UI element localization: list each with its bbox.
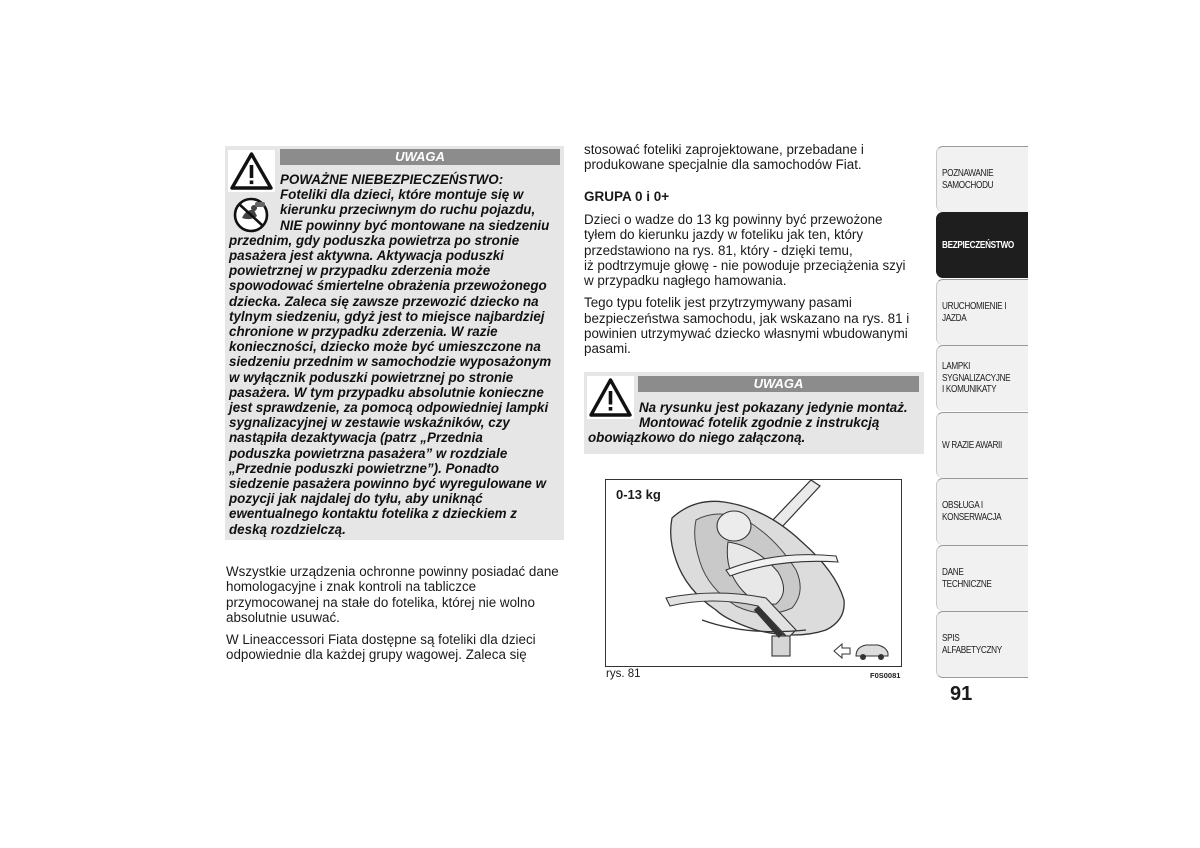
paragraph <box>226 564 566 625</box>
warning-line: „Przednie poduszki powietrzne”). Ponadto <box>229 460 500 476</box>
figure-rys-81 <box>605 479 902 667</box>
tab-label: POZNAWANIE SAMOCHODU <box>942 167 994 191</box>
warning-line: tylnym siedzeniu, gdyż jest to miejsce najbardziej <box>229 308 545 324</box>
tab-lampki-sygnalizacyjne[interactable] <box>936 345 1028 411</box>
warning-line: ewentualnego kontaktu fotelika z dzieckiem z <box>229 506 517 522</box>
warning-line: konieczności, dziecko może być umieszczone na <box>229 339 541 355</box>
paragraph <box>226 632 566 663</box>
warning-line: nastąpiła dezaktywacja (patrz „Przednia <box>229 430 483 446</box>
text-line: w przypadku nagłego hamowania. <box>584 273 787 289</box>
tab-label: SPIS ALFABETYCZNY <box>942 632 1002 656</box>
warning-line: obowiązkowo do niego załączoną. <box>588 430 806 446</box>
text-line: przymocowanej na stałe do fotelika, której nie wolno <box>226 594 535 610</box>
tab-obsluga-i-konserwacja[interactable] <box>936 478 1028 545</box>
warning-line: Montować fotelik zgodnie z instrukcją <box>639 415 880 431</box>
warning-line: pasażera. W tym przypadku absolutnie konieczne <box>229 384 544 400</box>
car-direction-icon <box>830 639 892 663</box>
right-column-text-top <box>584 142 924 180</box>
tab-label: BEZPIECZEŃSTWO <box>942 239 1014 251</box>
warning-line: siedzenie pasażera powinno być wyregulowane w <box>229 476 547 492</box>
warning-line: NIE powinny być montowane na siedzeniu <box>280 217 550 233</box>
text-line: homologacyjne i znak kontroli na tabliczce <box>226 579 477 595</box>
warning-text-left <box>229 172 564 537</box>
paragraph <box>584 212 924 288</box>
warning-line: kierunku przeciwnym do ruchu pojazdu, <box>280 202 536 218</box>
figure-code: F0S0081 <box>870 671 901 680</box>
tab-label: LAMPKI SYGNALIZACYJNE I KOMUNIKATY <box>942 361 1011 396</box>
figure-weight-label: 0-13 kg <box>616 487 661 502</box>
text-line: Dzieci o wadze do 13 kg powinny być przewożone <box>584 212 883 227</box>
warning-line: dziecka. Zaleca się zawsze przewozić dziecko na <box>229 293 539 309</box>
text-line: W Lineaccessori Fiata dostępne są foteliki dla dzieci <box>226 632 536 648</box>
tab-dane-techniczne[interactable] <box>936 545 1028 611</box>
tab-label: OBSŁUGA I KONSERWACJA <box>942 500 1002 523</box>
tab-spis-alfabetyczny[interactable] <box>936 611 1028 678</box>
warning-line: Na rysunku jest pokazany jedynie montaż. <box>639 400 908 415</box>
warning-line: w wyłącznik poduszki powietrznej po stronie <box>229 369 514 385</box>
warning-text-right <box>588 400 922 446</box>
warning-line: przednim, gdy poduszka powietrza po stronie <box>229 232 520 248</box>
tab-w-razie-awarii[interactable] <box>936 412 1028 478</box>
warning-line: powietrznej w przypadku zderzenia może <box>229 263 491 279</box>
warning-line: deską rozdzielczą. <box>229 521 346 537</box>
warning-line: jest sprawdzenie, za pomocą odpowiedniej lampki <box>229 400 549 416</box>
warning-line: Foteliki dla dzieci, które montuje się w <box>280 187 524 203</box>
text-line: pasami. <box>584 341 631 357</box>
warning-title: POWAŻNE NIEBEZPIECZEŃSTWO: <box>280 172 504 187</box>
figure-caption: rys. 81 <box>606 668 641 680</box>
text-line: absolutnie usuwać. <box>226 609 340 625</box>
tab-uruchomienie-i-jazda[interactable] <box>936 279 1028 345</box>
text-line: powinien utrzymywać dziecko własnymi wbudowanymi <box>584 326 908 342</box>
text-line: przedstawiono na rys. 81, który - dzięki temu, <box>584 242 853 258</box>
tab-bezpieczenstwo[interactable] <box>936 212 1028 278</box>
text-line: stosować foteliki zaprojektowane, przebadane i <box>584 142 864 157</box>
text-line: iż podtrzymuje głowę - nie powoduje przeciążenia szyi <box>584 257 906 273</box>
paragraph <box>584 295 924 356</box>
section-heading: GRUPA 0 i 0+ <box>584 189 670 204</box>
warning-line: pasażera jest aktywna. Aktywacja poduszki <box>229 248 504 264</box>
warning-line: sygnalizacyjnej w zestawie wskaźników, czy <box>229 415 510 431</box>
text-line: tyłem do kierunku jazdy w foteliku jak ten, który <box>584 227 864 243</box>
text-line: bezpieczeństwa samochodu, jak wskazano na rys. 81 i <box>584 310 910 326</box>
warning-line: poduszka powietrzna pasażera” w rozdziale <box>229 445 508 461</box>
warning-line: siedzeniu przednim w samochodzie wyposażonym <box>229 354 552 370</box>
text-line: Tego typu fotelik jest przytrzymywany pasami <box>584 295 852 311</box>
warning-header-right: UWAGA <box>638 376 919 392</box>
text-line: odpowiednie dla każdej grupy wagowej. Zaleca się <box>226 647 527 663</box>
warning-line: chronione w przypadku zderzenia. W razie <box>229 324 498 340</box>
text-line: produkowane specjalnie dla samochodów Fiat. <box>584 157 862 173</box>
tab-label: DANE TECHNICZNE <box>942 566 992 590</box>
text-line: Wszystkie urządzenia ochronne powinny posiadać dane <box>226 564 559 579</box>
paragraph <box>584 142 924 173</box>
tab-label: W RAZIE AWARII <box>942 439 1002 451</box>
tab-poznawanie-samochodu[interactable] <box>936 146 1028 212</box>
page-number: 91 <box>950 683 973 705</box>
tab-label: URUCHOMIENIE I JAZDA <box>942 300 1007 324</box>
warning-line: pozycji jak najdalej do tyłu, aby uniknąć <box>229 491 483 507</box>
warning-header-left: UWAGA <box>280 149 560 165</box>
warning-line: spowodować śmiertelne obrażenia przewożonego <box>229 278 547 294</box>
right-column-text <box>584 212 924 364</box>
left-column-text <box>226 564 566 670</box>
